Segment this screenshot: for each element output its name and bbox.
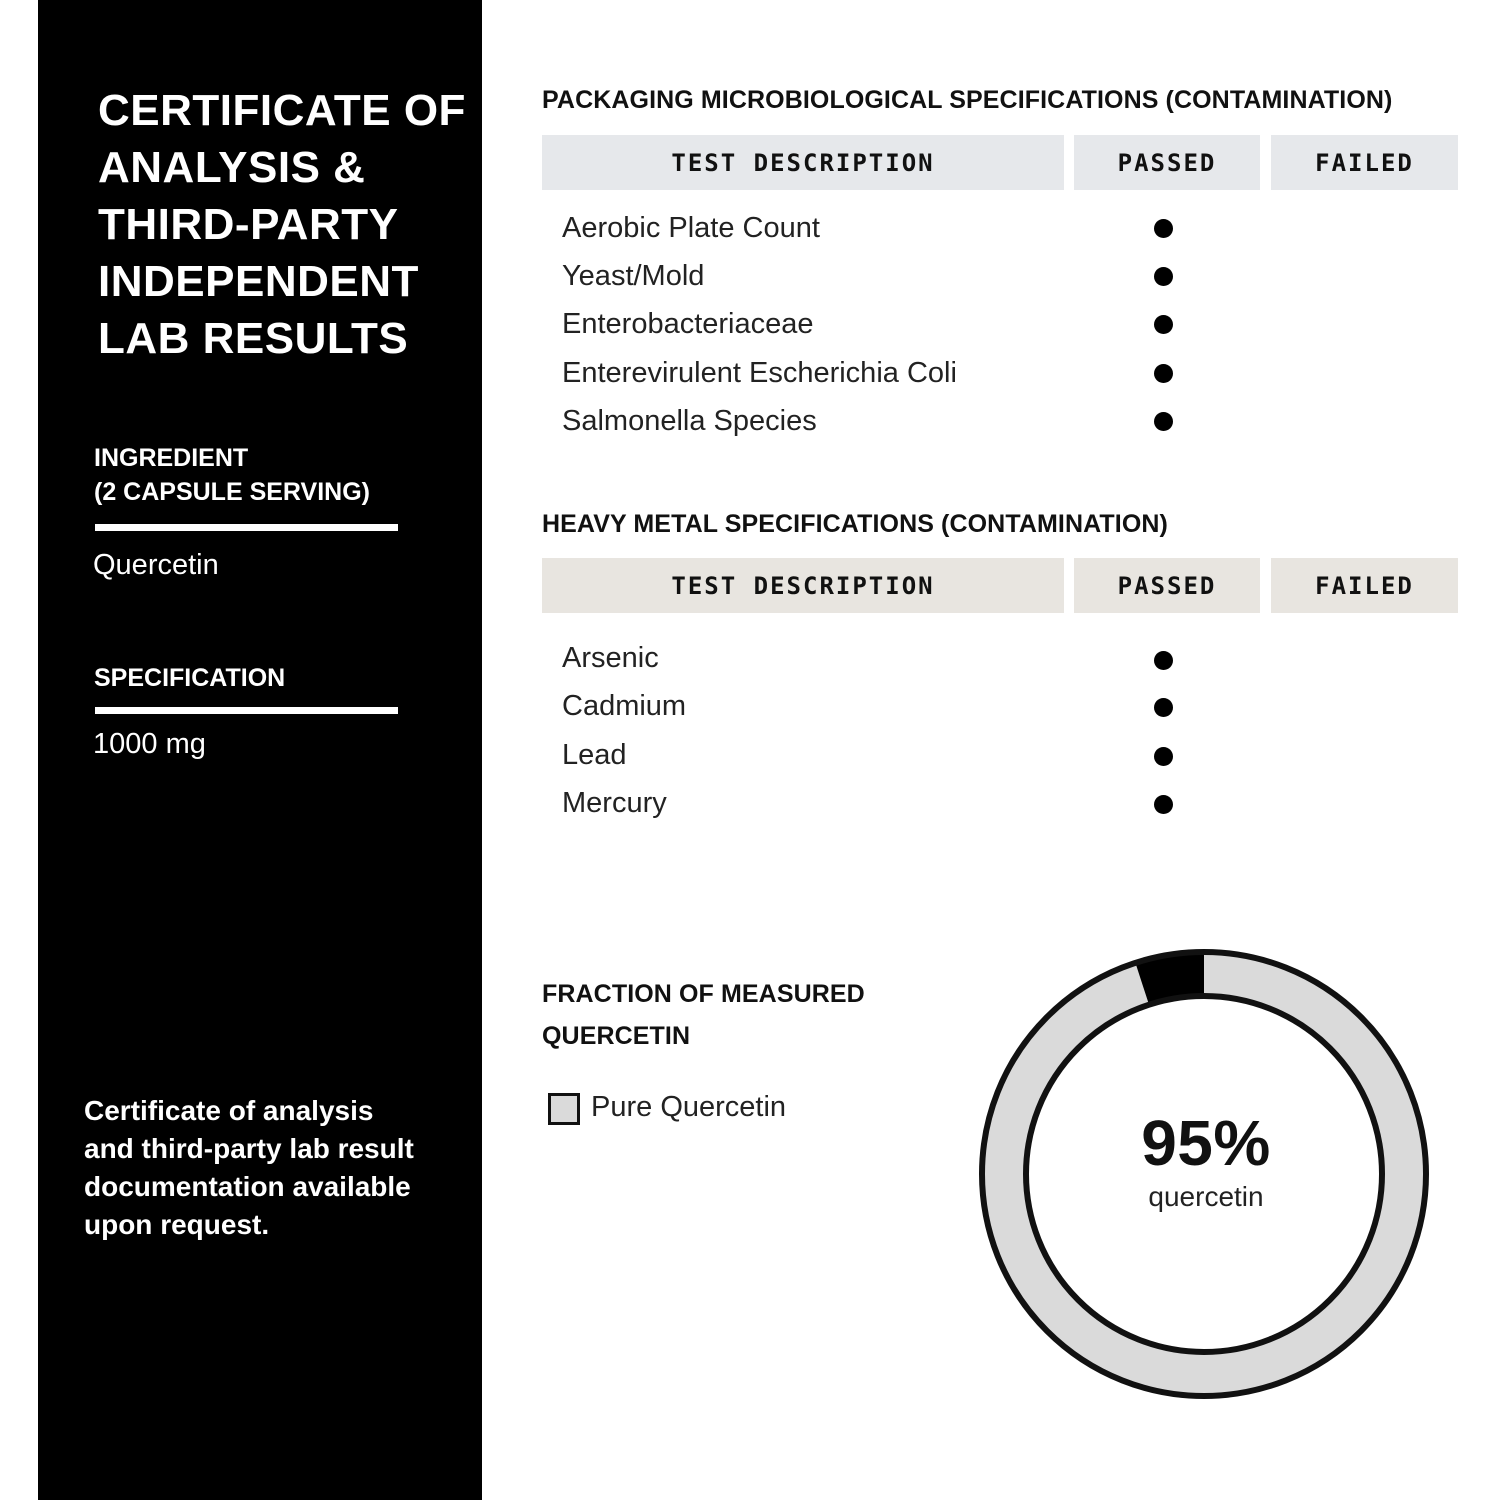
micro-col-failed: FAILED	[1271, 135, 1458, 190]
donut-center-value: 95%	[1141, 1107, 1271, 1179]
micro-col-passed: PASSED	[1074, 135, 1260, 190]
row-label: Cadmium	[562, 690, 687, 722]
donut-center-label: quercetin	[1148, 1181, 1264, 1212]
metals-section-title: HEAVY METAL SPECIFICATIONS (CONTAMINATION)	[542, 510, 1168, 538]
metals-col-passed: PASSED	[1074, 558, 1260, 613]
metals-col-failed: FAILED	[1271, 558, 1458, 613]
micro-section-title: PACKAGING MICROBIOLOGICAL SPECIFICATIONS (CONTAMINATION)	[542, 86, 1393, 114]
ingredient-label: INGREDIENT	[94, 444, 249, 472]
page-title: CERTIFICATE OF ANALYSIS & THIRD-PARTY INDEPENDENT LAB RESULTS	[98, 86, 466, 363]
ingredient-serving-label: (2 CAPSULE SERVING)	[94, 478, 370, 506]
ingredient-value: Quercetin	[93, 549, 219, 581]
row-label: Yeast/Mold	[562, 260, 705, 292]
fraction-title-line-2: QUERCETIN	[542, 1022, 691, 1050]
row-label: Arsenic	[562, 642, 659, 674]
row-label: Aerobic Plate Count	[562, 212, 820, 244]
row-label: Enterobacteriaceae	[562, 308, 814, 340]
row-label: Lead	[562, 739, 627, 771]
specification-label: SPECIFICATION	[94, 664, 286, 692]
legend-label: Pure Quercetin	[591, 1091, 787, 1123]
fraction-title-line-1: FRACTION OF MEASURED	[542, 980, 865, 1008]
micro-col-test-description: TEST DESCRIPTION	[542, 135, 1064, 190]
row-label: Enterevirulent Escherichia Coli	[562, 357, 957, 389]
availability-note: Certificate of analysis and third-party lab result documentation available upon request.	[84, 1095, 414, 1240]
metals-col-test-description: TEST DESCRIPTION	[542, 558, 1064, 613]
row-label: Mercury	[562, 787, 667, 819]
row-label: Salmonella Species	[562, 405, 817, 437]
specification-value: 1000 mg	[93, 728, 206, 760]
